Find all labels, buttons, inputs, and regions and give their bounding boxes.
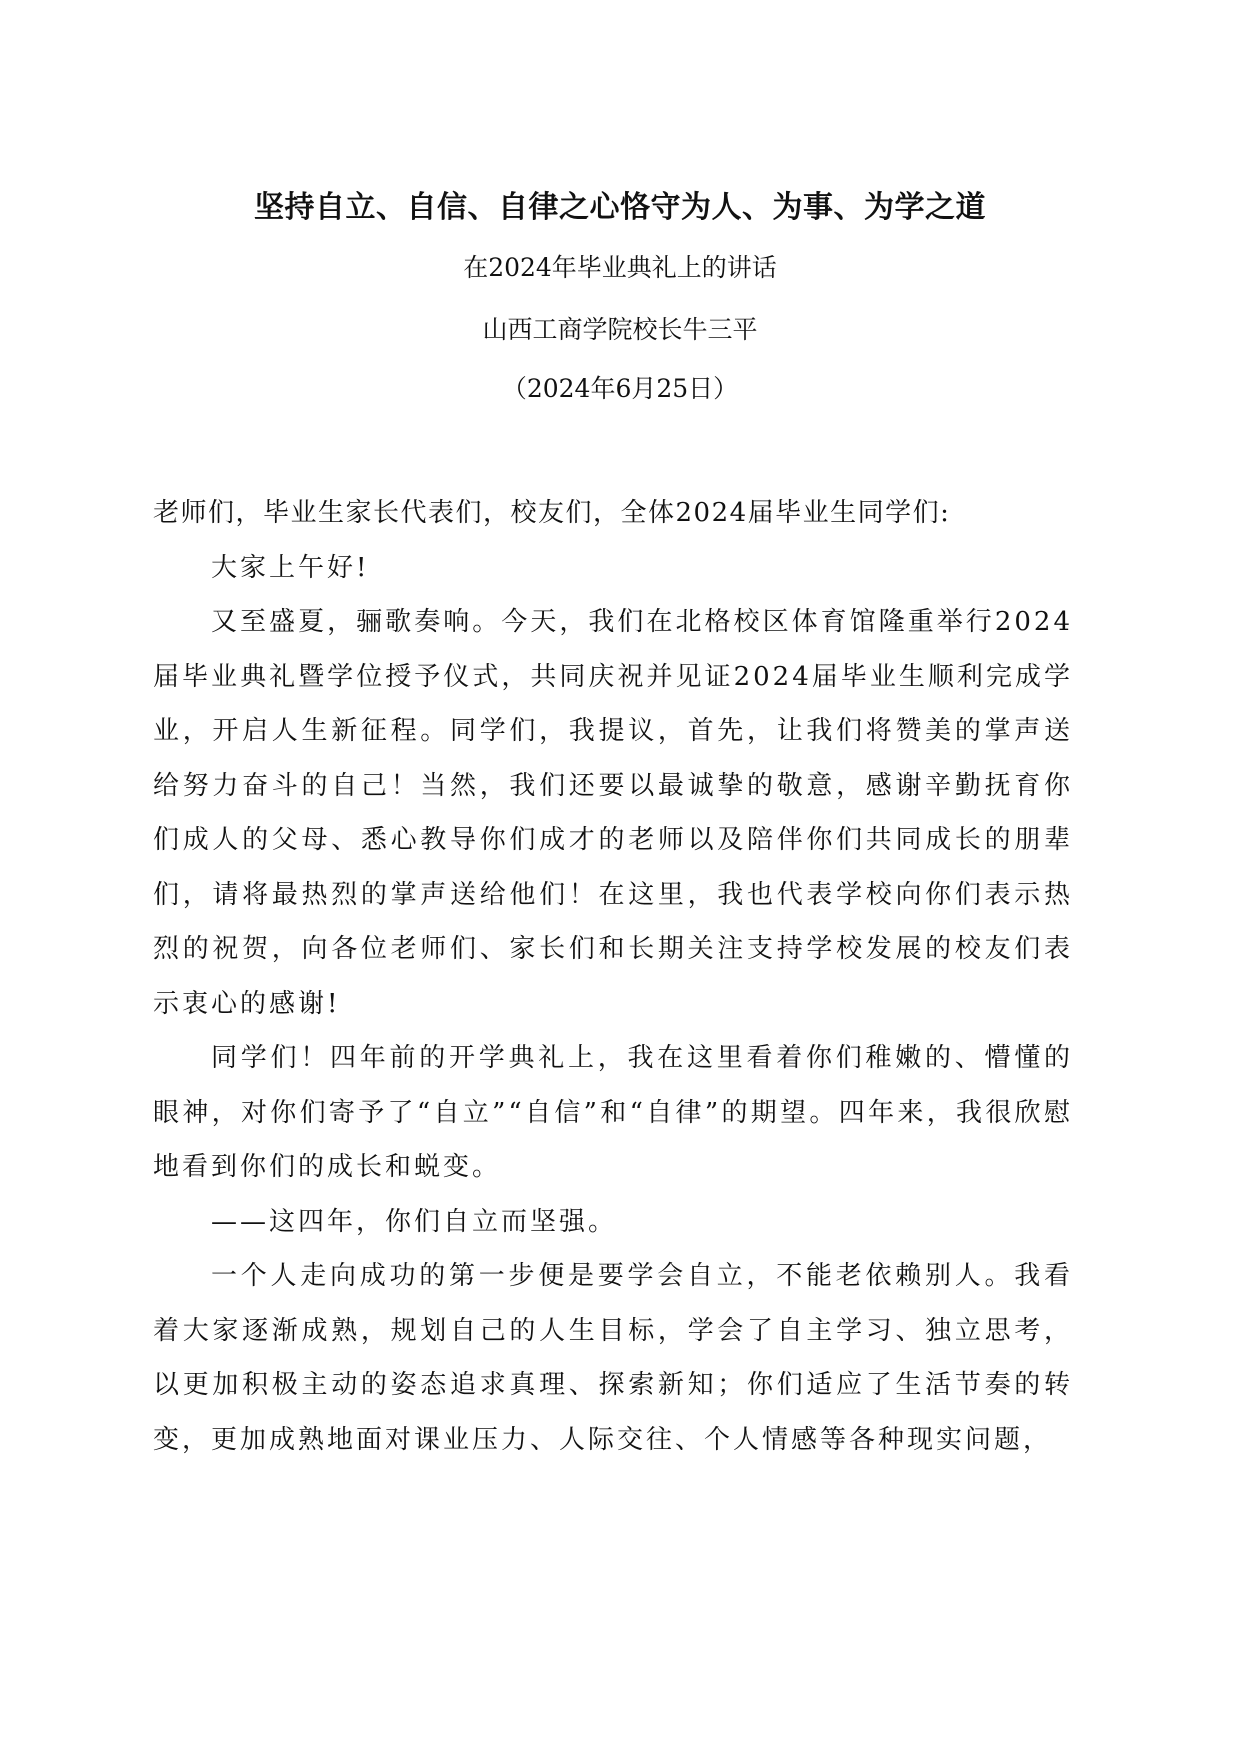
- salutation: 老师们，毕业生家长代表们，校友们，全体2024届毕业生同学们:: [153, 498, 951, 528]
- paragraph-four-years: 同学们！四年前的开学典礼上，我在这里看着你们稚嫩的、懵懂的眼神，对你们寄予了“自立”“自信”和“自律”的期望。四年来，我很欣慰地看到你们的成长和蜕变。: [153, 1043, 1073, 1182]
- speech-body: [153, 486, 1073, 1467]
- paragraph-greeting: 大家上午好!: [211, 552, 370, 583]
- speaker-line: 山西工商学院校长牛三平: [482, 315, 758, 344]
- speech-subtitle: 在2024年毕业典礼上的讲话: [463, 253, 777, 282]
- speech-date: （2024年6月25日）: [501, 374, 739, 403]
- paragraph-heading-self-reliance: ——这四年，你们自立而坚强。: [211, 1206, 618, 1237]
- paragraph-self-reliance: 一个人走向成功的第一步便是要学会自立，不能老依赖别人。我看着大家逐渐成熟，规划自己的人生目标，学会了自主学习、独立思考，以更加积极主动的姿态追求真理、探索新知；你们适应了生活节奏的转变，更加成熟地面对课业压力、人际交往、个人情感等各种现实问题，: [153, 1261, 1073, 1455]
- paragraph-opening: 又至盛夏，骊歌奏响。今天，我们在北格校区体育馆隆重举行2024届毕业典礼暨学位授予仪式，共同庆祝并见证2024届毕业生顺利完成学业，开启人生新征程。同学们，我提议，首先，让我们将赞美的掌声送给努力奋斗的自己！当然，我们还要以最诚挚的敬意，感谢辛勤抚育你们成人的父母、悉心教导你们成才的老师以及陪伴你们共同成长的朋辈们，请将最热烈的掌声送给他们！在这里，我也代表学校向你们表示热烈的祝贺，向各位老师们、家长们和长期关注支持学校发展的校友们表示衷心的感谢!: [153, 607, 1073, 1019]
- speech-title: 坚持自立、自信、自律之心恪守为人、为事、为学之道: [254, 190, 986, 225]
